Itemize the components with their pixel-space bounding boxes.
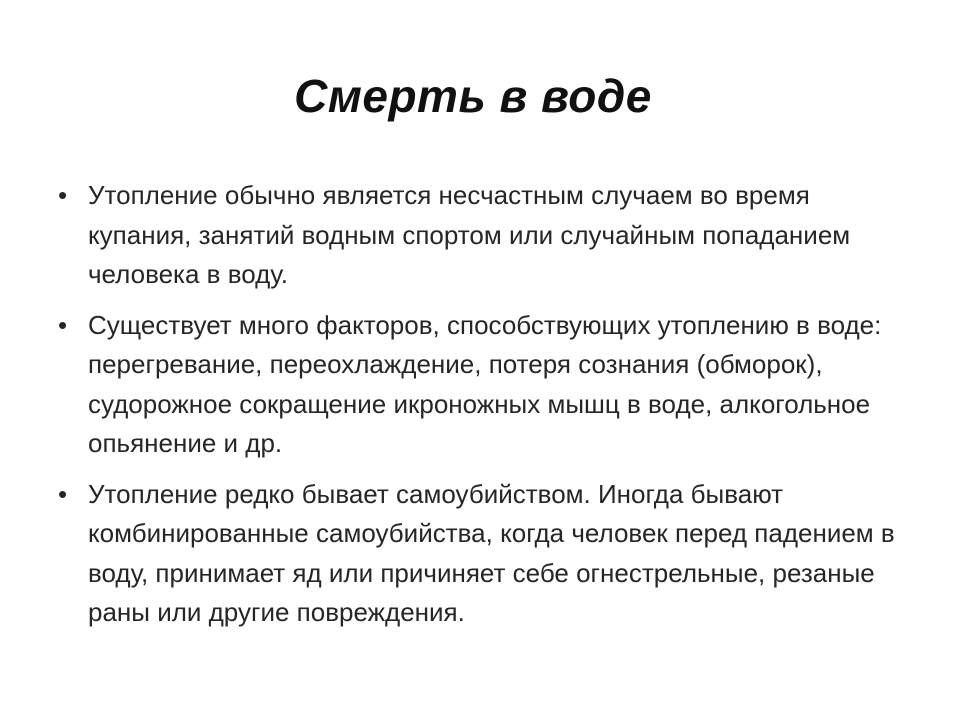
bullet-text: Утопление редко бывает самоубийством. Иногда бывают комбинированные самоубийства, когда человек перед падением в воду, принимает яд или причиняет себе огнестрельные, резаные раны или другие повреждения.	[88, 478, 895, 627]
bullet-icon: •	[58, 478, 68, 509]
slide-title: Смерть в воде	[294, 70, 652, 122]
bullet-item	[58, 176, 908, 295]
bullet-icon: •	[58, 180, 68, 210]
bullet-text: Утопление обычно является несчастным случаем во время купания, занятий водным спортом или случайным попаданием человека в воду.	[88, 180, 851, 289]
bullet-item	[58, 475, 908, 633]
bullet-text: Существует много факторов, способствующих утоплению в воде: перегревание, переохлаждение, потеря сознания (обморок), судорожное сокращение икроножных мышц в воде, алкогольное опьянение и др.	[88, 309, 882, 458]
bullet-item	[58, 306, 908, 464]
bullet-list	[58, 176, 908, 644]
bullet-icon: •	[58, 309, 68, 340]
